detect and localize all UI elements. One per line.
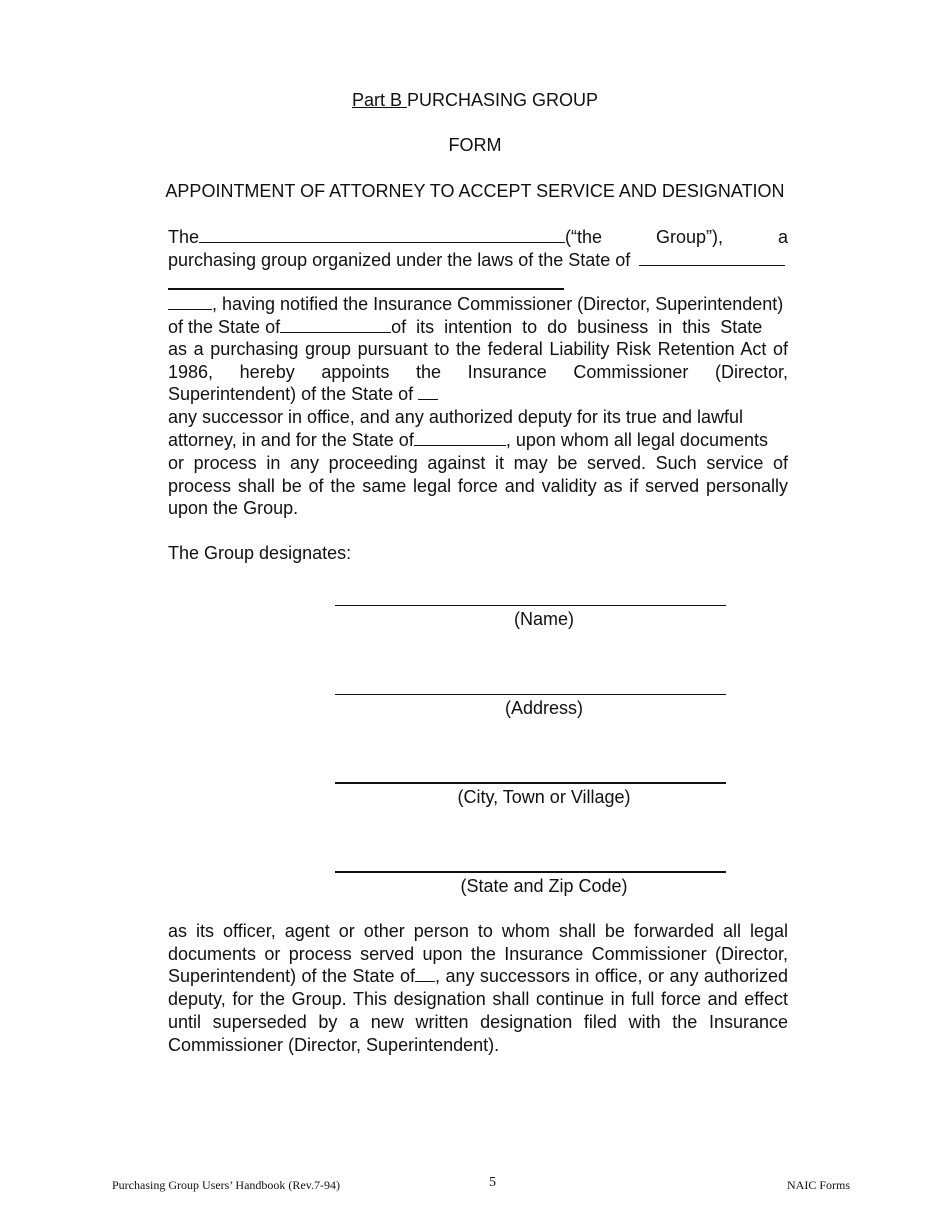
form-label: FORM bbox=[448, 135, 502, 155]
intro-a: a bbox=[777, 227, 788, 247]
closing-text-2: , any successors in office, or any authorized deputy, for the Group. This designation shall continue in full force and effect until superseded by a new written designation filed with the Insurance Commissioner (Director, Superintendent). bbox=[168, 966, 788, 1055]
part-title bbox=[0, 89, 950, 111]
attorney-state-blank[interactable] bbox=[414, 429, 506, 446]
footer-right: NAIC Forms bbox=[786, 1178, 850, 1192]
city-line[interactable] bbox=[335, 782, 726, 784]
footer-left: Purchasing Group Users’ Handbook (Rev.7-94) bbox=[112, 1178, 340, 1192]
para2-line-1: any successor in office, and any authorized deputy for its true and lawful bbox=[168, 407, 743, 427]
appointing-state-blank[interactable] bbox=[418, 383, 438, 400]
para1-line-2 bbox=[168, 316, 788, 338]
intro-state-text: purchasing group organized under the laws of the State of bbox=[168, 250, 631, 270]
state-blank-continued[interactable] bbox=[168, 293, 212, 310]
closing-paragraph bbox=[168, 920, 788, 1056]
para1-line-1 bbox=[168, 293, 788, 315]
para2-documents: , upon whom all legal documents bbox=[505, 430, 768, 450]
state-zip-label: (State and Zip Code) bbox=[460, 876, 628, 896]
intro-the-word: (“the bbox=[565, 227, 603, 247]
intro-group-word: Group”), bbox=[656, 227, 724, 247]
intro-the: The bbox=[168, 227, 200, 247]
name-line[interactable] bbox=[335, 605, 726, 606]
group-name-blank[interactable] bbox=[199, 226, 565, 243]
intro-line-2 bbox=[168, 249, 788, 271]
commissioner-state-blank[interactable] bbox=[280, 316, 391, 333]
group-designates: The Group designates: bbox=[168, 543, 352, 563]
para2-rest: or process in any proceeding against it may be served. Such service of process shall be of the same legal force and validity as if served personally upon the Group. bbox=[168, 453, 788, 519]
closing-text-1: as its officer, agent or other person to whom shall be forwarded all legal documents or process served upon the Insurance Commissioner (Director, Superintendent) of the State of bbox=[168, 921, 788, 987]
address-label: (Address) bbox=[504, 698, 584, 718]
organizing-state-blank[interactable] bbox=[639, 249, 785, 266]
para1-state-of: of the State of bbox=[168, 317, 281, 337]
para2-line-2 bbox=[168, 429, 788, 451]
name-label: (Name) bbox=[513, 609, 574, 629]
intro-line-1 bbox=[168, 226, 788, 248]
closing-state-blank[interactable] bbox=[415, 965, 435, 982]
para1-rest bbox=[168, 338, 788, 406]
para1-intention: of its intention to do business in this State bbox=[391, 317, 763, 337]
para1-appoints-text: as a purchasing group pursuant to the federal Liability Risk Retention Act of 1986, hereby appoints the Insurance Commissioner (Director, Superintendent) of the State of bbox=[168, 339, 788, 405]
part-title-rest: PURCHASING GROUP bbox=[407, 90, 599, 110]
address-line[interactable] bbox=[335, 694, 726, 695]
city-label: (City, Town or Village) bbox=[457, 787, 631, 807]
state-zip-line[interactable] bbox=[335, 871, 726, 873]
page-number: 5 bbox=[489, 1175, 496, 1190]
para2-attorney: attorney, in and for the State of bbox=[168, 430, 414, 450]
para1-start: , having notified the Insurance Commissioner (Director, Superintendent) bbox=[212, 294, 784, 314]
part-label: Part B bbox=[351, 90, 407, 110]
appointment-title: APPOINTMENT OF ATTORNEY TO ACCEPT SERVICE AND DESIGNATION bbox=[165, 181, 785, 201]
state-continuation-line[interactable] bbox=[168, 288, 564, 290]
